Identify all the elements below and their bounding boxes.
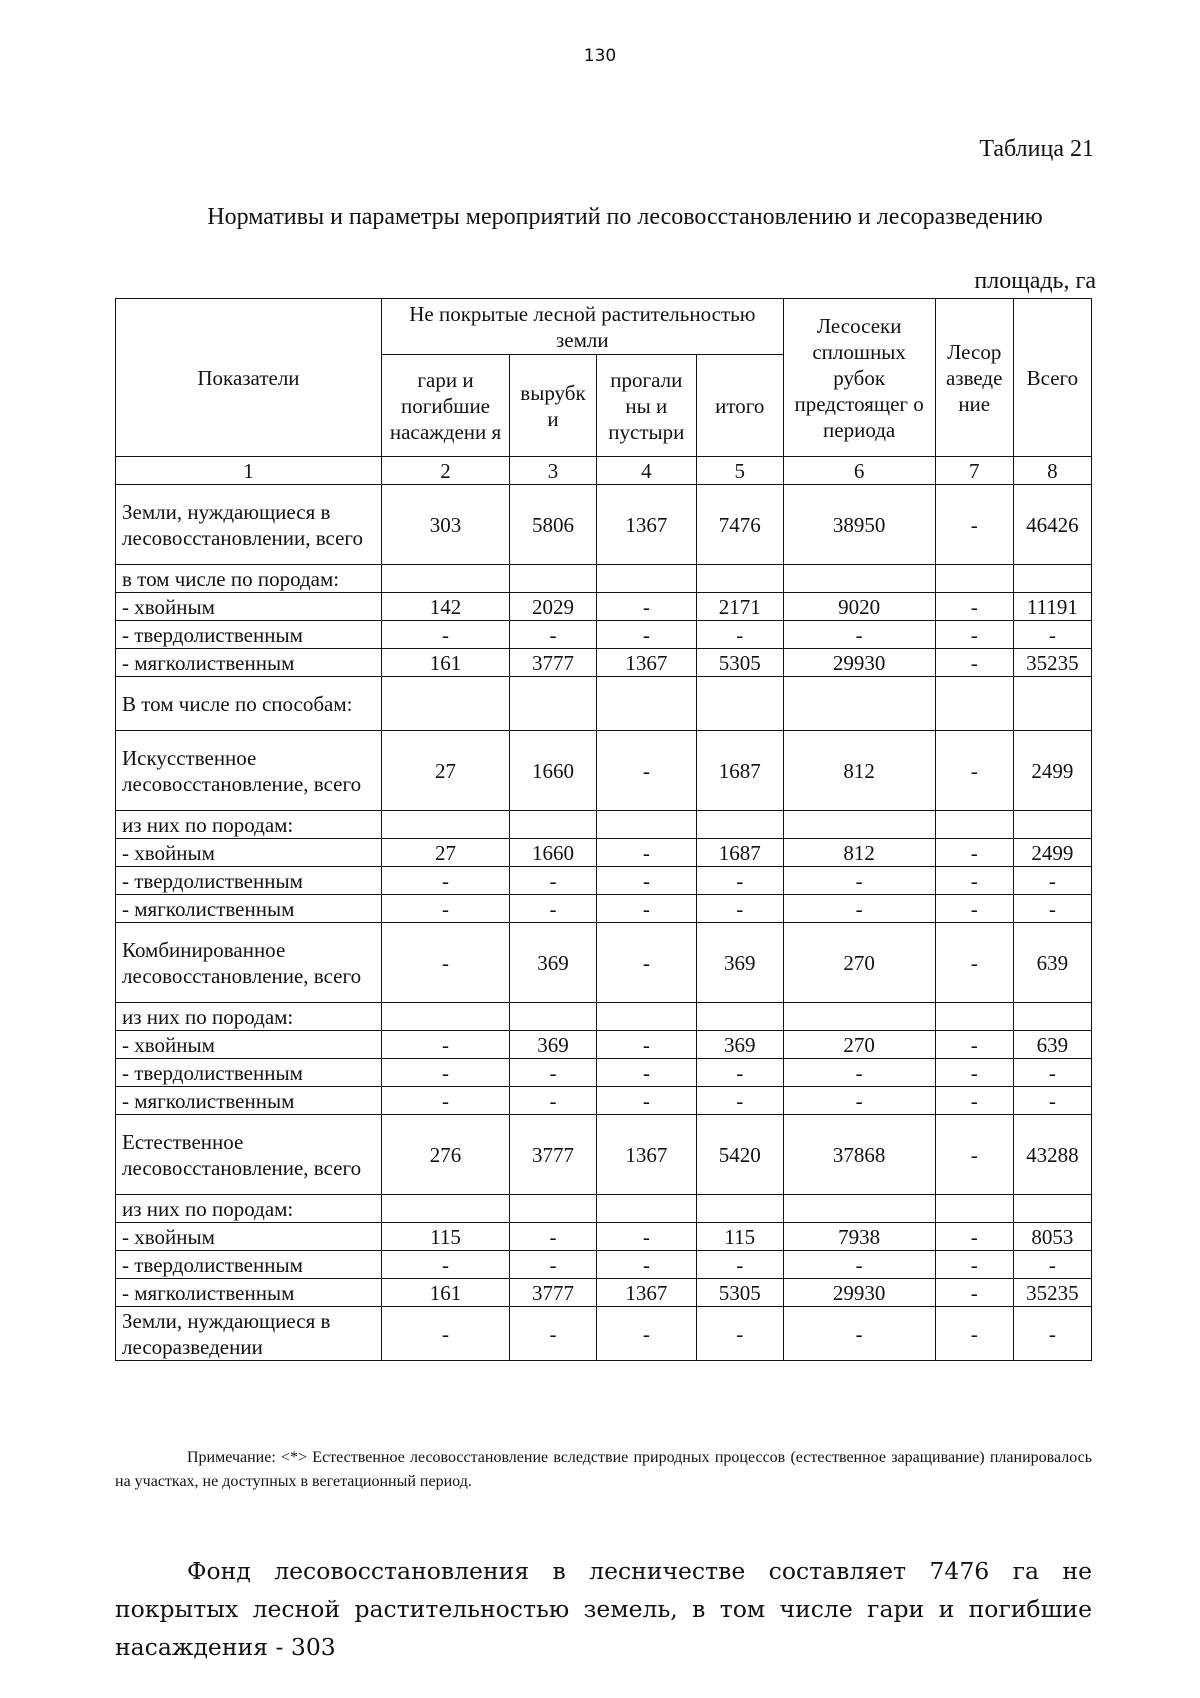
table-cell: - (696, 895, 783, 923)
table-cell (696, 565, 783, 593)
table-cell (783, 565, 935, 593)
table-cell: - (510, 1059, 597, 1087)
table-body (116, 485, 1092, 1361)
row-label: - хвойным (116, 1031, 382, 1059)
table-cell: - (935, 649, 1013, 677)
row-label: в том числе по породам: (116, 565, 382, 593)
table-cell (783, 1195, 935, 1223)
data-table (115, 298, 1092, 1361)
table-cell: - (696, 1087, 783, 1115)
table-cell: 5305 (696, 1279, 783, 1307)
table-cell: 35235 (1013, 649, 1091, 677)
table-cell (783, 677, 935, 731)
table-cell: - (596, 895, 696, 923)
row-label: В том числе по способам: (116, 677, 382, 731)
table-cell: - (935, 1279, 1013, 1307)
table-cell (783, 1003, 935, 1031)
table-cell: - (510, 621, 597, 649)
table-cell: 161 (381, 649, 509, 677)
table-cell: 369 (696, 1031, 783, 1059)
table-cell (381, 565, 509, 593)
table-cell: - (381, 923, 509, 1003)
header-not-covered-group: Не покрытые лесной растительностью земли (381, 299, 783, 355)
table-cell: 9020 (783, 593, 935, 621)
table-cell (1013, 565, 1091, 593)
row-label: - мягколиственным (116, 1087, 382, 1115)
table-cell: - (783, 1307, 935, 1361)
table-cell: 2499 (1013, 731, 1091, 811)
table-cell: - (935, 1251, 1013, 1279)
table-cell: 43288 (1013, 1115, 1091, 1195)
table-cell: - (935, 593, 1013, 621)
table-cell: - (783, 895, 935, 923)
note-text: Примечание: <*> Естественное лесовосстановление вследствие природных процессов (естественное заращивание) планировалось на участках, не доступных в вегетационный период. (115, 1449, 1092, 1490)
row-label: Земли, нуждающиеся в лесоразведении (116, 1307, 382, 1361)
table-cell: - (935, 895, 1013, 923)
table-cell: - (696, 621, 783, 649)
table-cell: - (935, 867, 1013, 895)
table-cell: - (596, 731, 696, 811)
table-cell (510, 811, 597, 839)
table-cell: 11191 (1013, 593, 1091, 621)
table-cell: - (596, 1307, 696, 1361)
table-cell: - (935, 1115, 1013, 1195)
header-subtotal: итого (696, 355, 783, 457)
table-cell: - (596, 1223, 696, 1251)
table-cell (510, 1003, 597, 1031)
table-cell: - (935, 1087, 1013, 1115)
table-cell: - (596, 1059, 696, 1087)
table-cell (596, 811, 696, 839)
row-label: Земли, нуждающиеся в лесовосстановлении, всего (116, 485, 382, 565)
header-indicators: Показатели (116, 299, 382, 457)
table-cell (1013, 811, 1091, 839)
table-cell: 7938 (783, 1223, 935, 1251)
table-cell: - (381, 1031, 509, 1059)
table-cell: - (935, 485, 1013, 565)
table-cell: 46426 (1013, 485, 1091, 565)
table-cell: - (783, 621, 935, 649)
table-cell (381, 811, 509, 839)
column-number: 7 (935, 457, 1013, 485)
table-cell (696, 1195, 783, 1223)
table-cell: 115 (696, 1223, 783, 1251)
table-cell: 29930 (783, 649, 935, 677)
column-number: 2 (381, 457, 509, 485)
table-cell: - (596, 1251, 696, 1279)
table-cell: - (783, 1251, 935, 1279)
table-cell: - (783, 1087, 935, 1115)
table-label: Таблица 21 (979, 136, 1094, 162)
table-cell: 38950 (783, 485, 935, 565)
table-cell: - (935, 1223, 1013, 1251)
table-cell: - (696, 1251, 783, 1279)
table-cell: 142 (381, 593, 509, 621)
table-row (116, 1279, 1092, 1307)
table-note (115, 1446, 1092, 1494)
table-cell: 7476 (696, 485, 783, 565)
table-cell: - (381, 867, 509, 895)
table-cell: - (381, 1307, 509, 1361)
table-cell: - (381, 1059, 509, 1087)
table-cell: 639 (1013, 1031, 1091, 1059)
row-label: - хвойным (116, 839, 382, 867)
table-cell: - (783, 867, 935, 895)
table-cell (696, 1003, 783, 1031)
table-cell: 37868 (783, 1115, 935, 1195)
table-cell: 35235 (1013, 1279, 1091, 1307)
table-row (116, 485, 1092, 565)
row-label: - твердолиственным (116, 621, 382, 649)
table-cell: - (381, 895, 509, 923)
table-row (116, 1059, 1092, 1087)
row-label: - твердолиственным (116, 1251, 382, 1279)
table-cell: - (510, 895, 597, 923)
table-cell (696, 677, 783, 731)
table-cell: - (1013, 895, 1091, 923)
table-cell: 1367 (596, 1279, 696, 1307)
table-cell: 3777 (510, 1115, 597, 1195)
table-cell: 3777 (510, 1279, 597, 1307)
row-label: - твердолиственным (116, 1059, 382, 1087)
table-cell (935, 811, 1013, 839)
table-cell (935, 677, 1013, 731)
table-cell: - (381, 621, 509, 649)
table-cell: 812 (783, 731, 935, 811)
table-cell: - (596, 923, 696, 1003)
table-row (116, 649, 1092, 677)
table-cell (510, 677, 597, 731)
table-cell: - (935, 839, 1013, 867)
table-cell: 27 (381, 839, 509, 867)
table-cell: - (935, 1031, 1013, 1059)
table-cell: 2171 (696, 593, 783, 621)
column-number: 3 (510, 457, 597, 485)
table-row (116, 731, 1092, 811)
table-cell (1013, 677, 1091, 731)
table-cell: - (1013, 1059, 1091, 1087)
row-label: - твердолиственным (116, 867, 382, 895)
table-cell: - (596, 593, 696, 621)
table-cell: 270 (783, 1031, 935, 1059)
header-glades: прогали ны и пустыри (596, 355, 696, 457)
table-cell (935, 565, 1013, 593)
column-number: 8 (1013, 457, 1091, 485)
table-row (116, 867, 1092, 895)
column-number: 4 (596, 457, 696, 485)
table-cell: 270 (783, 923, 935, 1003)
page-title: Нормативы и параметры мероприятий по лесовосстановлению и лесоразведению (207, 204, 1043, 230)
table-cell: - (596, 621, 696, 649)
table-cell: - (510, 1087, 597, 1115)
table-cell: - (935, 1059, 1013, 1087)
table-row (116, 895, 1092, 923)
table-cell: - (381, 1251, 509, 1279)
table-cell (596, 677, 696, 731)
table-cell (1013, 1195, 1091, 1223)
table-cell: - (783, 1059, 935, 1087)
table-cell: - (696, 867, 783, 895)
row-label: - хвойным (116, 1223, 382, 1251)
body-paragraph (115, 1552, 1092, 1666)
table-cell: 29930 (783, 1279, 935, 1307)
table-cell: - (935, 731, 1013, 811)
table-row (116, 1087, 1092, 1115)
table-cell: 369 (696, 923, 783, 1003)
table-cell: - (510, 1223, 597, 1251)
table-cell: 1660 (510, 731, 597, 811)
table-cell: - (1013, 621, 1091, 649)
table-cell: 812 (783, 839, 935, 867)
table-cell: 276 (381, 1115, 509, 1195)
table-cell: - (596, 1031, 696, 1059)
table-row (116, 1195, 1092, 1223)
table-cell: 369 (510, 923, 597, 1003)
table-row (116, 923, 1092, 1003)
table-cell: 1660 (510, 839, 597, 867)
header-clearcuts: Лесосеки сплошных рубок предстоящег о периода (783, 299, 935, 457)
header-cuttings: вырубк и (510, 355, 597, 457)
table-row (116, 1223, 1092, 1251)
row-label: Искусственное лесовосстановление, всего (116, 731, 382, 811)
table-cell: 2029 (510, 593, 597, 621)
table-cell (381, 1195, 509, 1223)
table-cell: 1367 (596, 485, 696, 565)
table-cell (935, 1195, 1013, 1223)
row-label: из них по породам: (116, 1003, 382, 1031)
table-row (116, 1251, 1092, 1279)
row-label: из них по породам: (116, 1195, 382, 1223)
table-cell: - (1013, 867, 1091, 895)
table-row (116, 565, 1092, 593)
table-cell (381, 677, 509, 731)
table-cell: - (596, 839, 696, 867)
row-label: Естественное лесовосстановление, всего (116, 1115, 382, 1195)
page-number: 130 (583, 46, 617, 66)
table-cell: 1367 (596, 1115, 696, 1195)
table-row (116, 677, 1092, 731)
row-label: - мягколиственным (116, 1279, 382, 1307)
table-cell: 303 (381, 485, 509, 565)
row-label: из них по породам: (116, 811, 382, 839)
column-number: 6 (783, 457, 935, 485)
table-cell: - (696, 1059, 783, 1087)
table-cell (510, 1195, 597, 1223)
table-cell: - (935, 621, 1013, 649)
table-cell: 369 (510, 1031, 597, 1059)
table-cell: - (510, 1251, 597, 1279)
column-numbers-row (116, 457, 1092, 485)
table-cell: - (510, 1307, 597, 1361)
body-text: Фонд лесовосстановления в лесничестве составляет 7476 га не покрытых лесной растительностью земель, в том числе гари и погибшие насаждения - 303 (115, 1557, 1092, 1661)
table-cell: - (935, 1307, 1013, 1361)
row-label: - хвойным (116, 593, 382, 621)
table-cell: 5420 (696, 1115, 783, 1195)
table-cell: 3777 (510, 649, 597, 677)
table-cell: 5305 (696, 649, 783, 677)
table-cell: 1687 (696, 731, 783, 811)
table-cell (696, 811, 783, 839)
table-cell (596, 1195, 696, 1223)
table-cell: 2499 (1013, 839, 1091, 867)
table-cell: - (1013, 1307, 1091, 1361)
header-burns: гари и погибшие насаждени я (381, 355, 509, 457)
table-cell (935, 1003, 1013, 1031)
unit-label: площадь, га (974, 268, 1096, 294)
table-row (116, 1003, 1092, 1031)
row-label: - мягколиственным (116, 895, 382, 923)
table-cell: 161 (381, 1279, 509, 1307)
table-cell: 115 (381, 1223, 509, 1251)
table-cell (381, 1003, 509, 1031)
table-cell: 639 (1013, 923, 1091, 1003)
table-row (116, 1031, 1092, 1059)
table-cell: 8053 (1013, 1223, 1091, 1251)
table-cell: - (1013, 1087, 1091, 1115)
table-cell (596, 1003, 696, 1031)
table-row (116, 1307, 1092, 1361)
header-afforestation: Лесор азведе ние (935, 299, 1013, 457)
table-cell: - (596, 867, 696, 895)
table-cell: - (510, 867, 597, 895)
table-cell: - (596, 1087, 696, 1115)
table-row (116, 593, 1092, 621)
table-cell: 1687 (696, 839, 783, 867)
table-cell (510, 565, 597, 593)
table-cell: 27 (381, 731, 509, 811)
table-cell: 5806 (510, 485, 597, 565)
table-row (116, 839, 1092, 867)
table-cell (596, 565, 696, 593)
table-cell (783, 811, 935, 839)
table-cell: - (935, 923, 1013, 1003)
table-cell: 1367 (596, 649, 696, 677)
table-row (116, 1115, 1092, 1195)
row-label: Комбинированное лесовосстановление, всего (116, 923, 382, 1003)
row-label: - мягколиственным (116, 649, 382, 677)
table-row (116, 811, 1092, 839)
column-number: 1 (116, 457, 382, 485)
table-cell: - (381, 1087, 509, 1115)
table-cell: - (696, 1307, 783, 1361)
header-total: Всего (1013, 299, 1091, 457)
table-cell: - (1013, 1251, 1091, 1279)
table-row (116, 621, 1092, 649)
table-cell (1013, 1003, 1091, 1031)
column-number: 5 (696, 457, 783, 485)
